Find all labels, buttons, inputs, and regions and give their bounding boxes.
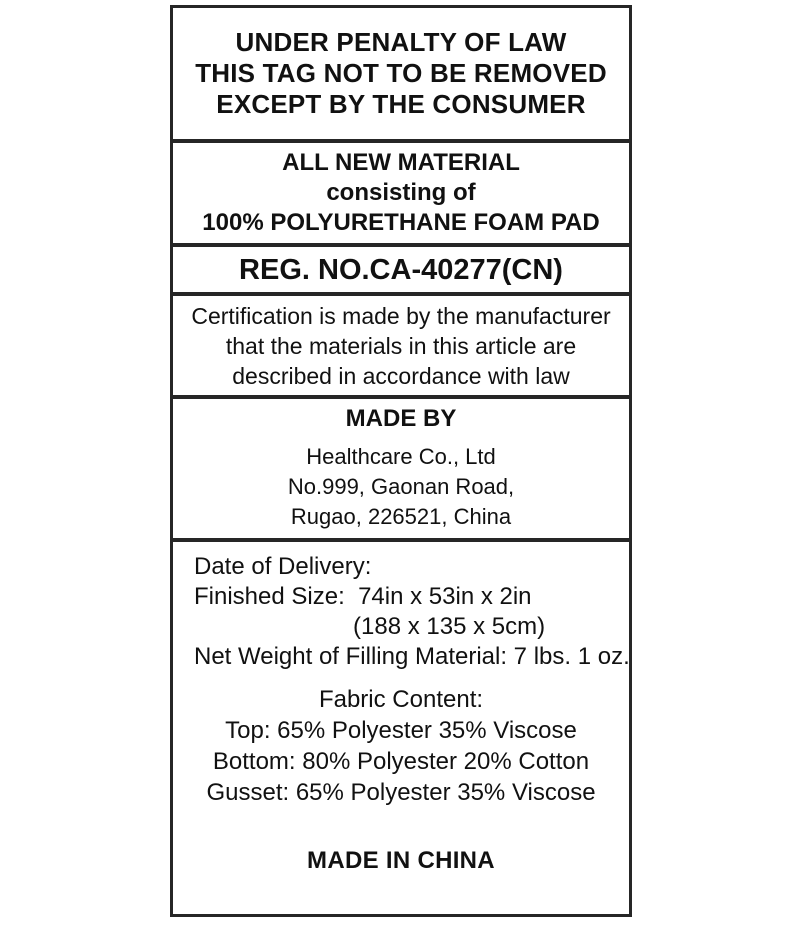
made-by-heading: MADE BY [345,405,457,432]
fabric-content-block [173,684,629,808]
material-line: ALL NEW MATERIAL [282,149,520,176]
net-weight: Net Weight of Filling Material: 7 lbs. 1 oz. [194,643,630,670]
date-of-delivery: Date of Delivery: [194,553,372,580]
penalty-notice-line: EXCEPT BY THE CONSUMER [216,89,586,119]
certification-line: described in accordance with law [232,362,570,389]
details-section [173,542,629,914]
fabric-content-heading: Fabric Content: [318,686,484,713]
delivery-details-block [173,552,629,672]
country-of-origin: MADE IN CHINA [307,847,495,874]
penalty-notice-line: THIS TAG NOT TO BE REMOVED [195,58,607,88]
law-tag-label [170,5,632,917]
material-line: 100% POLYURETHANE FOAM PAD [202,209,600,236]
manufacturer-city: Rugao, 226521, China [290,504,512,529]
fabric-content-top: Top: 65% Polyester 35% Viscose [225,717,577,744]
manufacturer-name: Healthcare Co., Ltd [306,444,496,469]
registration-section [173,247,629,296]
penalty-notice-line: UNDER PENALTY OF LAW [235,27,567,57]
certification-line: Certification is made by the manufacturer [191,302,611,329]
made-by-section [173,399,629,542]
certification-line: that the materials in this article are [225,332,577,359]
material-line: consisting of [326,179,476,206]
registration-number: REG. NO.CA-40277(CN) [239,253,563,286]
finished-size-metric: (188 x 135 x 5cm) [353,613,546,640]
finished-size: Finished Size: 74in x 53in x 2in [194,583,532,610]
material-section [173,143,629,247]
certification-section [173,296,629,399]
fabric-content-bottom: Bottom: 80% Polyester 20% Cotton [212,748,590,775]
penalty-notice-section [173,8,629,143]
manufacturer-street: No.999, Gaonan Road, [287,474,515,499]
fabric-content-gusset: Gusset: 65% Polyester 35% Viscose [206,779,596,806]
